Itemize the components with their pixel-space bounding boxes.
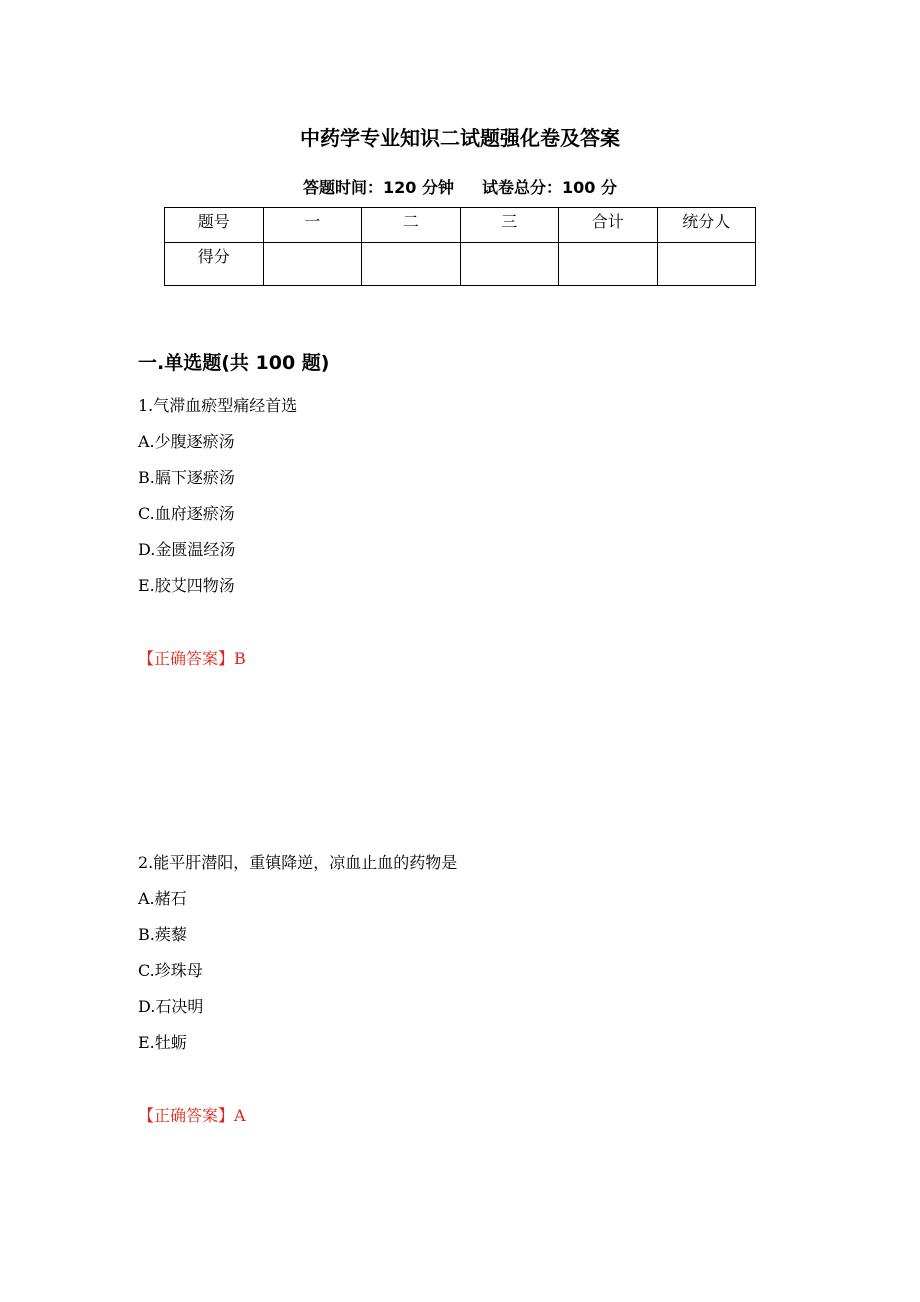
score-table-header-row bbox=[165, 208, 756, 243]
score-table bbox=[164, 207, 756, 286]
score-table-score-row bbox=[165, 243, 756, 286]
option-a: A.少腹逐瘀汤 bbox=[138, 432, 235, 451]
exam-meta bbox=[0, 175, 920, 198]
question-stem: 1.气滞血瘀型痛经首选 bbox=[138, 396, 298, 415]
score-cell[interactable] bbox=[362, 243, 461, 286]
option-d: D.石决明 bbox=[138, 997, 204, 1016]
score-cell[interactable] bbox=[460, 243, 559, 286]
header-cell-part-3: 三 bbox=[460, 208, 559, 243]
document-title: 中药学专业知识二试题强化卷及答案 bbox=[300, 126, 620, 150]
header-cell-scorer: 统分人 bbox=[657, 208, 756, 243]
correct-answer: 【正确答案】B bbox=[138, 649, 246, 668]
option-e: E.胶艾四物汤 bbox=[138, 576, 235, 595]
option-c: C.珍珠母 bbox=[138, 961, 203, 980]
option-c: C.血府逐瘀汤 bbox=[138, 504, 235, 523]
section-title: 一.单选题(共 100 题) bbox=[138, 352, 330, 374]
exam-time: 答题时间：120 分钟 bbox=[303, 178, 454, 197]
exam-total-score: 试卷总分：100 分 bbox=[482, 178, 617, 197]
score-cell[interactable] bbox=[559, 243, 658, 286]
option-b: B.膈下逐瘀汤 bbox=[138, 468, 235, 487]
option-e: E.牡蛎 bbox=[138, 1033, 187, 1052]
header-cell-part-2: 二 bbox=[362, 208, 461, 243]
option-d: D.金匮温经汤 bbox=[138, 540, 236, 559]
score-cell[interactable] bbox=[657, 243, 756, 286]
row-label-score: 得分 bbox=[165, 243, 264, 286]
option-b: B.蒺藜 bbox=[138, 925, 187, 944]
question-stem: 2.能平肝潜阳，重镇降逆，凉血止血的药物是 bbox=[138, 853, 458, 872]
header-cell-number: 题号 bbox=[165, 208, 264, 243]
correct-answer: 【正确答案】A bbox=[138, 1106, 246, 1125]
header-cell-total: 合计 bbox=[559, 208, 658, 243]
score-cell[interactable] bbox=[263, 243, 362, 286]
option-a: A.赭石 bbox=[138, 889, 187, 908]
header-cell-part-1: 一 bbox=[263, 208, 362, 243]
